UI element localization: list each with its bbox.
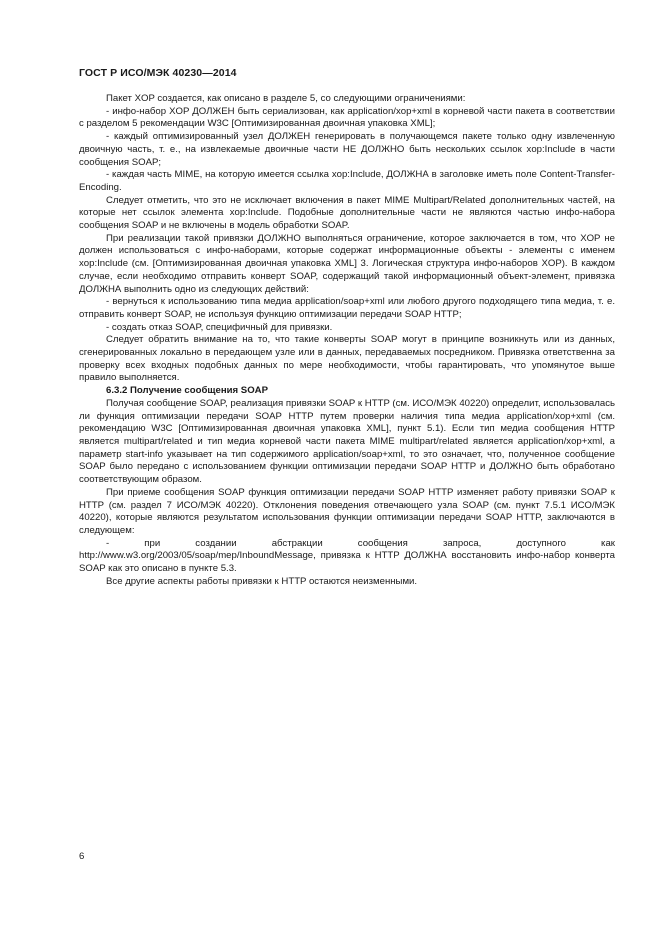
list-item: - каждая часть MIME, на которую имеется ссылка xop:Include, ДОЛЖНА в заголовке иметь поле Content-Transfer-Encoding. [79,169,615,193]
paragraph: При реализации такой привязки ДОЛЖНО выполняться ограничение, которое заключается в том, что XOP не должен использоваться с инфо-наборами, которые содержат информационные объекты - элементы с именем xop:Include (см. [Оптимизированная двоичная упаковка XML] 3. Логическая структура инфо-наборов XOP). В каждом случае, если необходимо отправить конверт SOAP, содержащий такой информационный объект-элемент, привязка ДОЛЖНА выполнить одно из следующих действий: [79,232,615,295]
section-heading: 6.3.2 Получение сообщения SOAP [106,385,268,397]
paragraph: Все другие аспекты работы привязки к HTTP остаются неизменными. [106,575,418,587]
paragraph: Пакет XOP создается, как описано в разделе 5, со следующими ограничениями: [106,93,466,104]
list-item: - создать отказ SOAP, специфичный для привязки. [106,321,333,333]
list-item: - каждый оптимизированный узел ДОЛЖЕН генерировать в получающемся пакете только одну извлеченную двоичную часть, т. е., на извлекаемые двоичные части НЕ ДОЛЖНО быть нескольких ссылок xop:Include в части сообщения SOAP; [79,131,615,168]
list-item: - вернуться к использованию типа медиа application/soap+xml или любого другого подходящего типа медиа, т. е. отправить конверт SOAP, не используя функцию оптимизации передачи SOAP HTTP; [79,296,615,320]
document-header: ГОСТ Р ИСО/МЭК 40230—2014 [79,67,237,79]
list-item: - при создании абстракции сообщения запроса, доступного как http://www.w3.org/2003/05/soap/mep/InboundMessage, привязка к HTTP ДОЛЖНА восстановить инфо-набор конверта SOAP как это описано в пункте 5.3. [79,537,615,575]
list-item: - инфо-набор XOP ДОЛЖЕН быть сериализован, как application/xop+xml в корневой части пакета в соответствии с разделом 5 рекомендации W3C [Оптимизированная двоичная упаковка XML]; [79,105,615,130]
paragraph: Следует отметить, что это не исключает включения в пакет MIME Multipart/Related дополнительных частей, на которые нет ссылок элемента xop:Include. Подобные дополнительные части не являются частью инфо-набора сообщения SOAP и не включены в модель обработки SOAP. [79,194,615,232]
paragraph: Следует обратить внимание на то, что такие конверты SOAP могут в принципе возникнуть или из данных, сгенерированных локально в передающем узле или в данных, передаваемых посредником. Привязка ответственна за проверку всех входных подобных данных по мере необходимости, чтобы гарантировать, что упомянутое выше правило выполняется. [79,334,615,384]
paragraph: При приеме сообщения SOAP функция оптимизации передачи SOAP HTTP изменяет работу привязки SOAP к HTTP (см. раздел 7 ИСО/МЭК 40220). Отклонения поведения отвечающего узла SOAP (см. пункт 7.5.1 ИСО/МЭК 40220), которые являются результатом использования функции оптимизации передачи SOAP HTTP, заключаются в следующем: [79,486,615,536]
paragraph: Получая сообщение SOAP, реализация привязки SOAP к HTTP (см. ИСО/МЭК 40220) определит, использовалась ли функция оптимизации передачи SOAP HTTP путем проверки наличия типа медиа application/xop+xml (см. рекомендацию W3C [Оптимизированная двоичная упаковка XML], пункт 5.1). Если тип медиа сообщения HTTP является multipart/related и тип медиа корневой части пакета MIME multipart/related является application/xop+xml, а параметр start-info указывает на тип содержимого application/soap+xml, то это означает, что, полученное сообщение SOAP было передано с использованием функции оптимизации передачи SOAP HTTP и ДОЛЖНО быть обработано соответствующим образом. [79,397,615,486]
document-body [79,93,615,588]
page-number: 6 [79,851,85,862]
